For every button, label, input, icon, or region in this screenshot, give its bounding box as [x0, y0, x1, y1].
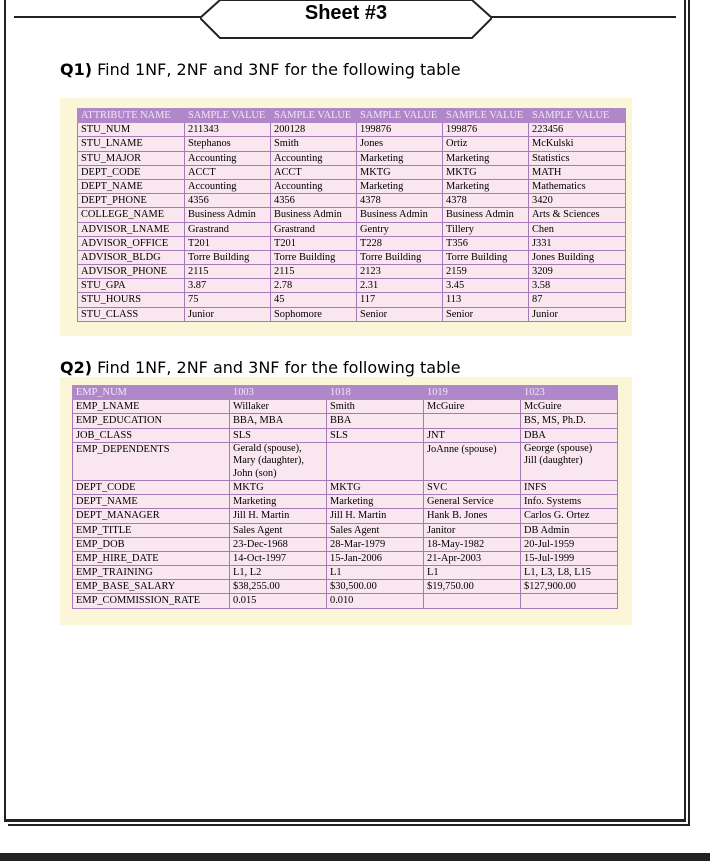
table-row — [73, 509, 618, 523]
value-cell: Marketing — [443, 179, 529, 193]
column-header: SAMPLE VALUE — [271, 109, 357, 123]
value-cell: Sales Agent — [327, 523, 424, 537]
value-cell: 200128 — [271, 123, 357, 137]
column-header: 1003 — [230, 386, 327, 400]
value-cell: J331 — [529, 236, 626, 250]
attribute-name-cell: ADVISOR_BLDG — [78, 250, 185, 264]
value-cell: L1 — [327, 566, 424, 580]
attribute-name-cell: DEPT_NAME — [73, 495, 230, 509]
attribute-name-cell: COLLEGE_NAME — [78, 208, 185, 222]
table-row — [73, 428, 618, 442]
table-row — [73, 551, 618, 565]
value-cell: Marketing — [230, 495, 327, 509]
table-row — [78, 123, 626, 137]
value-cell: SLS — [327, 428, 424, 442]
value-cell: 2123 — [357, 265, 443, 279]
table-row — [73, 442, 618, 480]
attribute-name-cell: STU_HOURS — [78, 293, 185, 307]
header-rule-left — [14, 16, 204, 18]
value-cell: 4356 — [185, 194, 271, 208]
value-cell: 14-Oct-1997 — [230, 551, 327, 565]
table-row — [78, 137, 626, 151]
value-cell: 2115 — [185, 265, 271, 279]
value-cell: Accounting — [185, 179, 271, 193]
table-row — [78, 165, 626, 179]
attribute-name-cell: STU_CLASS — [78, 307, 185, 321]
question-2-label: Q2) — [60, 358, 93, 377]
table-row — [78, 194, 626, 208]
column-header: 1023 — [521, 386, 618, 400]
value-cell: 211343 — [185, 123, 271, 137]
value-cell: Torre Building — [185, 250, 271, 264]
value-cell: McGuire — [424, 400, 521, 414]
table-row — [78, 236, 626, 250]
value-cell: BS, MS, Ph.D. — [521, 414, 618, 428]
value-cell: $38,255.00 — [230, 580, 327, 594]
attribute-name-cell: ADVISOR_LNAME — [78, 222, 185, 236]
value-cell: 2.31 — [357, 279, 443, 293]
value-cell: Business Admin — [185, 208, 271, 222]
attribute-name-cell: ADVISOR_OFFICE — [78, 236, 185, 250]
table-row — [78, 250, 626, 264]
value-cell: 0.015 — [230, 594, 327, 608]
value-cell: L1, L2 — [230, 566, 327, 580]
attribute-name-cell: EMP_DEPENDENTS — [73, 442, 230, 480]
value-cell: 3.58 — [529, 279, 626, 293]
table-row — [73, 537, 618, 551]
value-cell: BBA, MBA — [230, 414, 327, 428]
attribute-name-cell: EMP_TITLE — [73, 523, 230, 537]
attribute-name-cell: DEPT_NAME — [78, 179, 185, 193]
value-cell: Jones — [357, 137, 443, 151]
attribute-name-cell: EMP_EDUCATION — [73, 414, 230, 428]
value-cell: Junior — [185, 307, 271, 321]
table-row — [78, 179, 626, 193]
value-cell: ACCT — [185, 165, 271, 179]
value-cell: Marketing — [443, 151, 529, 165]
value-cell: T201 — [185, 236, 271, 250]
value-cell: 18-May-1982 — [424, 537, 521, 551]
value-cell: Marketing — [357, 179, 443, 193]
column-header: EMP_NUM — [73, 386, 230, 400]
value-cell: Jill H. Martin — [327, 509, 424, 523]
page-title: Sheet #3 — [304, 2, 388, 24]
table-row — [73, 400, 618, 414]
value-cell: 20-Jul-1959 — [521, 537, 618, 551]
table-header-row — [73, 386, 618, 400]
value-cell: Gentry — [357, 222, 443, 236]
attribute-name-cell: EMP_HIRE_DATE — [73, 551, 230, 565]
value-cell: 23-Dec-1968 — [230, 537, 327, 551]
value-cell: Accounting — [185, 151, 271, 165]
value-cell: DBA — [521, 428, 618, 442]
value-cell: 4378 — [443, 194, 529, 208]
value-cell: L1, L3, L8, L15 — [521, 566, 618, 580]
value-cell: DB Admin — [521, 523, 618, 537]
value-cell: 2159 — [443, 265, 529, 279]
column-header: ATTRIBUTE NAME — [78, 109, 185, 123]
table-row — [73, 495, 618, 509]
attribute-name-cell: EMP_BASE_SALARY — [73, 580, 230, 594]
table-row — [78, 279, 626, 293]
attribute-name-cell: EMP_COMMISSION_RATE — [73, 594, 230, 608]
value-cell: Gerald (spouse), Mary (daughter), John (son) — [230, 442, 327, 480]
value-cell: 117 — [357, 293, 443, 307]
value-cell: Grastrand — [185, 222, 271, 236]
table-header-row — [78, 109, 626, 123]
value-cell: SVC — [424, 480, 521, 494]
value-cell: Sophomore — [271, 307, 357, 321]
column-header: 1019 — [424, 386, 521, 400]
value-cell: 4356 — [271, 194, 357, 208]
value-cell: Marketing — [357, 151, 443, 165]
table-row — [73, 594, 618, 608]
value-cell: Carlos G. Ortez — [521, 509, 618, 523]
attribute-name-cell: EMP_LNAME — [73, 400, 230, 414]
value-cell — [327, 442, 424, 480]
value-cell: Arts & Sciences — [529, 208, 626, 222]
value-cell: Accounting — [271, 151, 357, 165]
value-cell: BBA — [327, 414, 424, 428]
value-cell: Statistics — [529, 151, 626, 165]
value-cell — [521, 594, 618, 608]
value-cell: 28-Mar-1979 — [327, 537, 424, 551]
table-row — [73, 566, 618, 580]
value-cell: MKTG — [357, 165, 443, 179]
value-cell: 199876 — [357, 123, 443, 137]
value-cell: 199876 — [443, 123, 529, 137]
value-cell: 3.87 — [185, 279, 271, 293]
column-header: SAMPLE VALUE — [529, 109, 626, 123]
value-cell: $127,900.00 — [521, 580, 618, 594]
table-row — [78, 151, 626, 165]
value-cell: McKulski — [529, 137, 626, 151]
value-cell: Accounting — [271, 179, 357, 193]
value-cell: McGuire — [521, 400, 618, 414]
value-cell: L1 — [424, 566, 521, 580]
table-row — [73, 523, 618, 537]
value-cell: 3.45 — [443, 279, 529, 293]
value-cell: Torre Building — [271, 250, 357, 264]
value-cell: INFS — [521, 480, 618, 494]
column-header: SAMPLE VALUE — [357, 109, 443, 123]
table-row — [78, 265, 626, 279]
value-cell: 0.010 — [327, 594, 424, 608]
header-rule-right — [488, 16, 676, 18]
table-row — [73, 580, 618, 594]
table-row — [78, 208, 626, 222]
value-cell: MKTG — [230, 480, 327, 494]
value-cell: General Service — [424, 495, 521, 509]
value-cell: 4378 — [357, 194, 443, 208]
value-cell: Ortiz — [443, 137, 529, 151]
table-row — [78, 293, 626, 307]
value-cell: Jones Building — [529, 250, 626, 264]
value-cell — [424, 414, 521, 428]
value-cell: Smith — [271, 137, 357, 151]
question-1-label: Q1) — [60, 60, 93, 79]
attribute-name-cell: STU_GPA — [78, 279, 185, 293]
table-row — [78, 222, 626, 236]
question-2 — [60, 358, 461, 377]
value-cell: Junior — [529, 307, 626, 321]
table-row — [78, 307, 626, 321]
value-cell: ACCT — [271, 165, 357, 179]
value-cell: Senior — [357, 307, 443, 321]
value-cell: Hank B. Jones — [424, 509, 521, 523]
value-cell: Business Admin — [443, 208, 529, 222]
value-cell: 45 — [271, 293, 357, 307]
value-cell: 3420 — [529, 194, 626, 208]
value-cell: JNT — [424, 428, 521, 442]
attribute-name-cell: DEPT_PHONE — [78, 194, 185, 208]
value-cell: 75 — [185, 293, 271, 307]
question-1 — [60, 60, 461, 79]
attribute-name-cell: ADVISOR_PHONE — [78, 265, 185, 279]
value-cell: Grastrand — [271, 222, 357, 236]
attribute-name-cell: EMP_DOB — [73, 537, 230, 551]
value-cell: Business Admin — [357, 208, 443, 222]
value-cell: MATH — [529, 165, 626, 179]
value-cell: Marketing — [327, 495, 424, 509]
value-cell: 15-Jan-2006 — [327, 551, 424, 565]
value-cell: 3209 — [529, 265, 626, 279]
value-cell: 21-Apr-2003 — [424, 551, 521, 565]
attribute-name-cell: DEPT_CODE — [78, 165, 185, 179]
table-row — [73, 480, 618, 494]
value-cell: Business Admin — [271, 208, 357, 222]
value-cell: 15-Jul-1999 — [521, 551, 618, 565]
value-cell: SLS — [230, 428, 327, 442]
value-cell: Sales Agent — [230, 523, 327, 537]
column-header: SAMPLE VALUE — [443, 109, 529, 123]
student-table — [77, 108, 626, 322]
value-cell: 2115 — [271, 265, 357, 279]
footer-bar — [0, 853, 710, 861]
attribute-name-cell: STU_NUM — [78, 123, 185, 137]
value-cell: T228 — [357, 236, 443, 250]
value-cell: Torre Building — [357, 250, 443, 264]
value-cell: 2.78 — [271, 279, 357, 293]
value-cell: T201 — [271, 236, 357, 250]
value-cell: Torre Building — [443, 250, 529, 264]
value-cell: MKTG — [327, 480, 424, 494]
value-cell: Info. Systems — [521, 495, 618, 509]
value-cell: 113 — [443, 293, 529, 307]
employee-table — [72, 385, 618, 609]
value-cell: 223456 — [529, 123, 626, 137]
value-cell: Senior — [443, 307, 529, 321]
sheet-title-banner — [200, 0, 492, 40]
value-cell: Mathematics — [529, 179, 626, 193]
attribute-name-cell: STU_MAJOR — [78, 151, 185, 165]
attribute-name-cell: DEPT_CODE — [73, 480, 230, 494]
value-cell: JoAnne (spouse) — [424, 442, 521, 480]
table-row — [73, 414, 618, 428]
attribute-name-cell: JOB_CLASS — [73, 428, 230, 442]
value-cell: Chen — [529, 222, 626, 236]
attribute-name-cell: EMP_TRAINING — [73, 566, 230, 580]
value-cell — [424, 594, 521, 608]
question-2-text: Find 1NF, 2NF and 3NF for the following table — [92, 358, 461, 377]
column-header: SAMPLE VALUE — [185, 109, 271, 123]
value-cell: Willaker — [230, 400, 327, 414]
value-cell: Tillery — [443, 222, 529, 236]
column-header: 1018 — [327, 386, 424, 400]
attribute-name-cell: DEPT_MANAGER — [73, 509, 230, 523]
question-1-text: Find 1NF, 2NF and 3NF for the following table — [92, 60, 461, 79]
value-cell: 87 — [529, 293, 626, 307]
value-cell: $30,500.00 — [327, 580, 424, 594]
value-cell: Janitor — [424, 523, 521, 537]
value-cell: T356 — [443, 236, 529, 250]
value-cell: MKTG — [443, 165, 529, 179]
value-cell: $19,750.00 — [424, 580, 521, 594]
value-cell: George (spouse) Jill (daughter) — [521, 442, 618, 480]
value-cell: Jill H. Martin — [230, 509, 327, 523]
value-cell: Smith — [327, 400, 424, 414]
attribute-name-cell: STU_LNAME — [78, 137, 185, 151]
value-cell: Stephanos — [185, 137, 271, 151]
